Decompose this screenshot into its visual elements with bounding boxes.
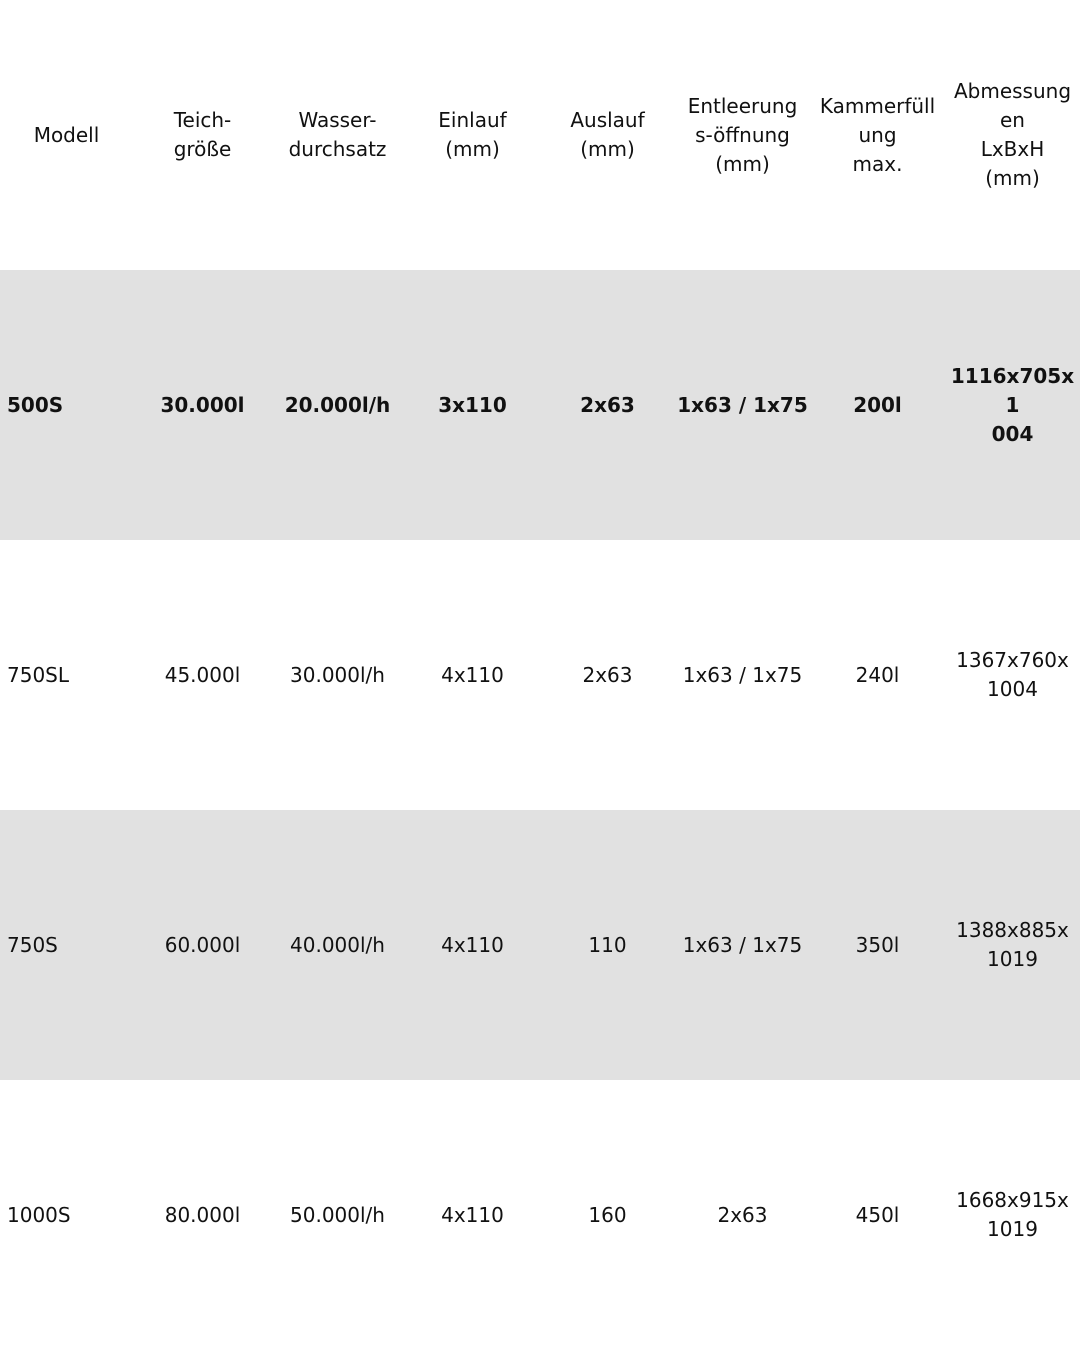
- header-entleerungsoeffnung: Entleerung s-öffnung (mm): [687, 93, 798, 176]
- header-kammerfuellung: Kammerfüll ung max.: [819, 93, 936, 176]
- cell-wasserdurchsatz: 40.000l/h: [290, 932, 385, 957]
- header-abmessungen: Abmessung en LxBxH (mm): [953, 79, 1072, 190]
- cell-teichgroesse: 30.000l: [160, 392, 245, 417]
- cell-wasserdurchsatz: 50.000l/h: [290, 1202, 385, 1227]
- cell-abmessungen: 1668x915x 1019: [956, 1188, 1069, 1241]
- cell-teichgroesse: 80.000l: [164, 1202, 241, 1227]
- cell-modell: 500S: [7, 392, 64, 417]
- cell-auslauf: 2x63: [580, 392, 635, 417]
- cell-abmessungen: 1116x705x1 004: [950, 363, 1075, 446]
- cell-entleerungsoeffnung: 1x63 / 1x75: [682, 932, 803, 957]
- cell-auslauf: 160: [588, 1202, 627, 1227]
- cell-einlauf: 3x110: [438, 392, 507, 417]
- cell-einlauf: 4x110: [441, 932, 504, 957]
- cell-wasserdurchsatz: 20.000l/h: [284, 392, 391, 417]
- header-teichgroesse: Teich- größe: [173, 108, 232, 161]
- cell-einlauf: 4x110: [441, 1202, 504, 1227]
- cell-entleerungsoeffnung: 1x63 / 1x75: [682, 662, 803, 687]
- table-row: [0, 540, 1080, 810]
- cell-teichgroesse: 45.000l: [164, 662, 241, 687]
- cell-modell: 750S: [7, 932, 58, 957]
- cell-kammerfuellung: 240l: [855, 662, 900, 687]
- cell-auslauf: 110: [588, 932, 627, 957]
- cell-abmessungen: 1388x885x 1019: [956, 918, 1069, 971]
- cell-entleerungsoeffnung: 2x63: [717, 1202, 768, 1227]
- cell-einlauf: 4x110: [441, 662, 504, 687]
- table-row: [0, 270, 1080, 540]
- cell-teichgroesse: 60.000l: [164, 932, 241, 957]
- header-modell: Modell: [33, 122, 100, 147]
- header-einlauf: Einlauf (mm): [438, 108, 507, 161]
- cell-entleerungsoeffnung: 1x63 / 1x75: [677, 392, 808, 417]
- cell-kammerfuellung: 450l: [855, 1202, 900, 1227]
- header-auslauf: Auslauf (mm): [570, 108, 645, 161]
- cell-abmessungen: 1367x760x 1004: [956, 648, 1069, 701]
- header-wasserdurchsatz: Wasser- durchsatz: [288, 108, 387, 161]
- table-row: [0, 810, 1080, 1080]
- cell-modell: 1000S: [7, 1202, 71, 1227]
- cell-wasserdurchsatz: 30.000l/h: [290, 662, 385, 687]
- cell-kammerfuellung: 200l: [853, 392, 902, 417]
- cell-modell: 750SL: [7, 662, 70, 687]
- cell-kammerfuellung: 350l: [855, 932, 900, 957]
- table-header-row: [0, 0, 1080, 270]
- cell-auslauf: 2x63: [582, 662, 633, 687]
- table-row: [0, 1080, 1080, 1350]
